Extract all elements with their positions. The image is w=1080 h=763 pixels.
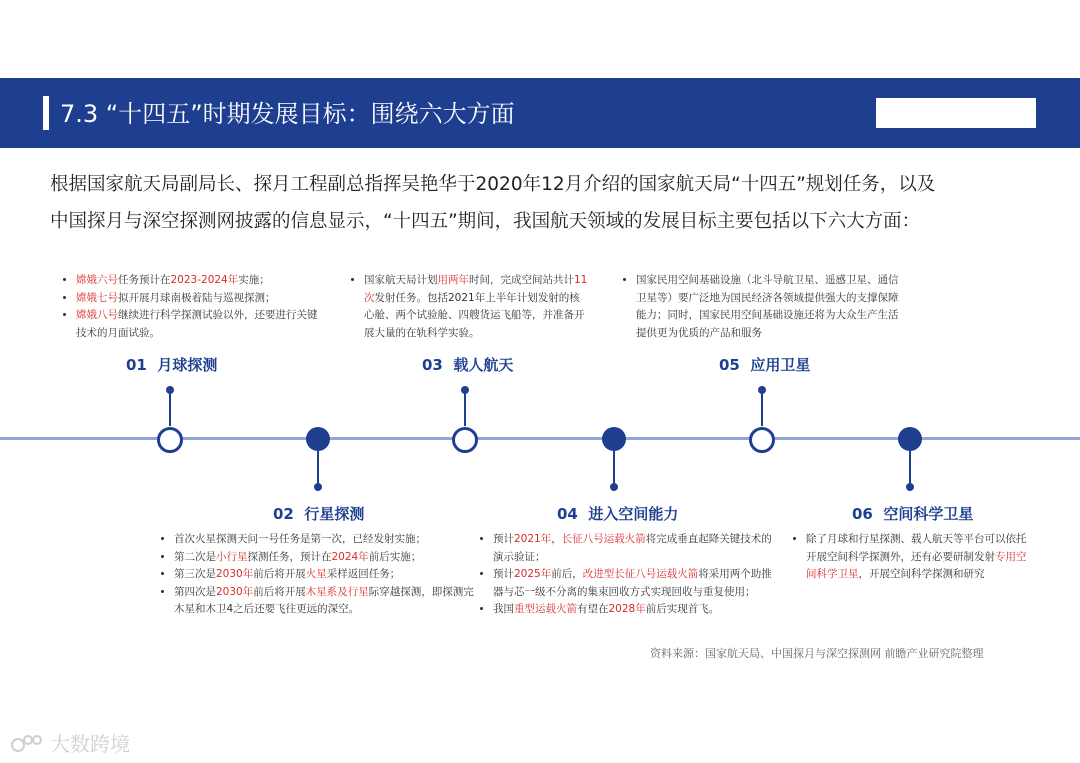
timeline-node-04 [602,427,626,451]
intro-line-1: 根据国家航天局副局长、探月工程副总指挥吴艳华于2020年12月介绍的国家航天局“十四五”规划任务，以及 [50,174,936,195]
milestone-num-05: 05 [719,356,740,374]
milestone-label-01 [126,354,217,375]
stem-01 [169,390,171,426]
header-accent-bar [43,96,49,130]
stem-05 [761,390,763,426]
desc-text: ，开展空间科学探测和研究 [858,568,985,580]
milestone-name-01: 月球探测 [157,356,218,374]
timeline-node-03 [452,427,478,453]
highlight-text: 专用空间科学卫星 [806,550,1027,580]
highlight-text: 2025年 [514,568,552,580]
desc-text: 前后将开展 [253,585,306,598]
desc-01-item-1 [76,272,320,290]
desc-box-04 [479,531,779,619]
milestone-name-04: 进入空间能力 [588,505,679,523]
stem-dot-01 [166,386,174,394]
desc-box-06 [792,531,1032,584]
desc-04-item-1 [493,531,779,566]
desc-text: 国家民用空间基础设施（北斗导航卫星、遥感卫星、通信卫星等）要广泛地为国民经济各领域提供强大的支撑保障能力；同时，国家民用空间基础设施还将为大众生产生活提供更为优质的产品和服务 [636,274,899,339]
desc-02-item-1 [174,531,478,549]
stem-03 [464,390,466,426]
highlight-text: 2030年 [216,568,254,580]
milestone-name-06: 空间科学卫星 [883,505,974,523]
highlight-text: 小行星 [216,550,248,563]
desc-text: 预计 [493,568,514,580]
header-white-box [876,98,1036,128]
desc-text: 除了月球和行星探测、载人航天等平台可以依托开展空间科学探测外，还有必要研制发射 [806,533,1027,563]
page-title: 7.3 “十四五”时期发展目标：围绕六大方面 [60,100,515,128]
highlight-text: 2023-2024年 [170,274,239,286]
highlight-text: 2030年 [216,585,254,598]
stem-dot-03 [461,386,469,394]
stem-dot-06 [906,483,914,491]
highlight-text: 用两年 [437,274,469,286]
desc-text: 第二次是 [174,550,216,563]
highlight-text: 嫦娥六号 [76,274,118,286]
milestone-num-04: 04 [557,505,578,523]
desc-02-item-3 [174,566,478,584]
desc-02-item-2 [174,549,478,567]
highlight-text: 长征八号运载火箭 [561,533,646,545]
desc-text: 发射任务。包括2021年上半年计划发射的核心舱、两个试验舱、四艘货运飞船等，并准备开展大量的在轨科学实验。 [364,291,585,339]
desc-03-item-1 [364,272,590,342]
highlight-text: 木星系及行星 [305,585,369,598]
desc-box-03 [350,272,590,342]
desc-text: 第四次是 [174,585,216,598]
stem-02 [317,451,319,485]
desc-text: 我国 [493,603,514,615]
milestone-name-05: 应用卫星 [750,356,811,374]
desc-box-02 [160,531,478,619]
desc-01-item-2 [76,290,320,308]
milestone-num-02: 02 [273,505,294,523]
desc-text: 采样返回任务； [326,568,401,580]
milestone-label-02 [273,503,364,524]
watermark-text: 大数跨境 [50,732,130,756]
desc-01-item-3 [76,307,320,342]
milestone-name-03: 载人航天 [453,356,514,374]
highlight-text: 嫦娥八号 [76,309,118,321]
desc-box-01 [62,272,320,342]
highlight-text: 火星 [305,568,327,580]
timeline-node-01 [157,427,183,453]
desc-06-item-1 [806,531,1032,584]
desc-text: 前后将开展 [253,568,306,580]
milestone-label-04 [557,503,678,524]
desc-text: 际穿越探测，即探测完木星和木卫4之后还要飞往更远的深空。 [174,585,474,615]
desc-05-item-1 [636,272,902,342]
highlight-text: 2028年 [608,603,646,615]
intro-paragraph [50,166,1050,240]
desc-text: 时间，完成空间站共计 [469,274,574,286]
stem-04 [613,451,615,485]
desc-text: 有望在 [577,603,609,615]
highlight-text: 11次 [364,274,588,304]
stem-06 [909,451,911,485]
milestone-num-06: 06 [852,505,873,523]
watermark-logo-icon [10,732,44,754]
milestone-label-05 [719,354,810,375]
stem-dot-04 [610,483,618,491]
desc-04-item-3 [493,601,779,619]
source-note: 资料来源：国家航天局、中国探月与深空探测网 前瞻产业研究院整理 [650,647,984,660]
desc-text: 预计 [493,533,514,545]
desc-04-item-2 [493,566,779,601]
desc-text: 首次火星探测天问一号任务是第一次，已经发射实施； [174,533,426,545]
highlight-text: 2024年 [331,550,369,563]
timeline-node-05 [749,427,775,453]
timeline-node-06 [898,427,922,451]
highlight-text: 2021年 [514,533,552,545]
desc-text: 国家航天局计划 [364,274,438,286]
desc-text: 探测任务，预计在 [247,550,332,563]
desc-text: 将完成垂直起降关键技术的演示验证； [493,533,772,563]
desc-text: 任务预计在 [118,274,171,286]
desc-text: 拟开展月球南极着陆与巡视探测； [118,291,276,304]
milestone-label-03 [422,354,513,375]
intro-line-2: 中国探月与深空探测网披露的信息显示，“十四五”期间，我国航天领域的发展目标主要包括以下六大方面： [50,211,921,232]
milestone-label-06 [852,503,973,524]
desc-text: 前后实施； [368,550,422,563]
desc-text: 前后实现首飞。 [645,603,720,615]
stem-dot-05 [758,386,766,394]
milestone-num-03: 03 [422,356,443,374]
highlight-text: 嫦娥七号 [76,291,118,304]
highlight-text: 改进型长征八号运载火箭 [582,568,699,580]
desc-02-item-4 [174,584,478,619]
milestone-name-02: 行星探测 [304,505,365,523]
desc-text: 继续进行科学探测试验以外，还要进行关键技术的月面试验。 [76,309,318,339]
desc-text: 前后， [551,568,583,580]
desc-text: ， [551,533,562,545]
desc-text: 将采用两个助推器与芯一级不分离的集束回收方式实现回收与重复使用； [493,568,772,598]
desc-text: 实施； [238,274,270,286]
highlight-text: 重型运载火箭 [514,603,577,615]
timeline-node-02 [306,427,330,451]
milestone-num-01: 01 [126,356,147,374]
stem-dot-02 [314,483,322,491]
desc-box-05 [622,272,902,342]
watermark [10,728,130,757]
desc-text: 第三次是 [174,568,216,580]
